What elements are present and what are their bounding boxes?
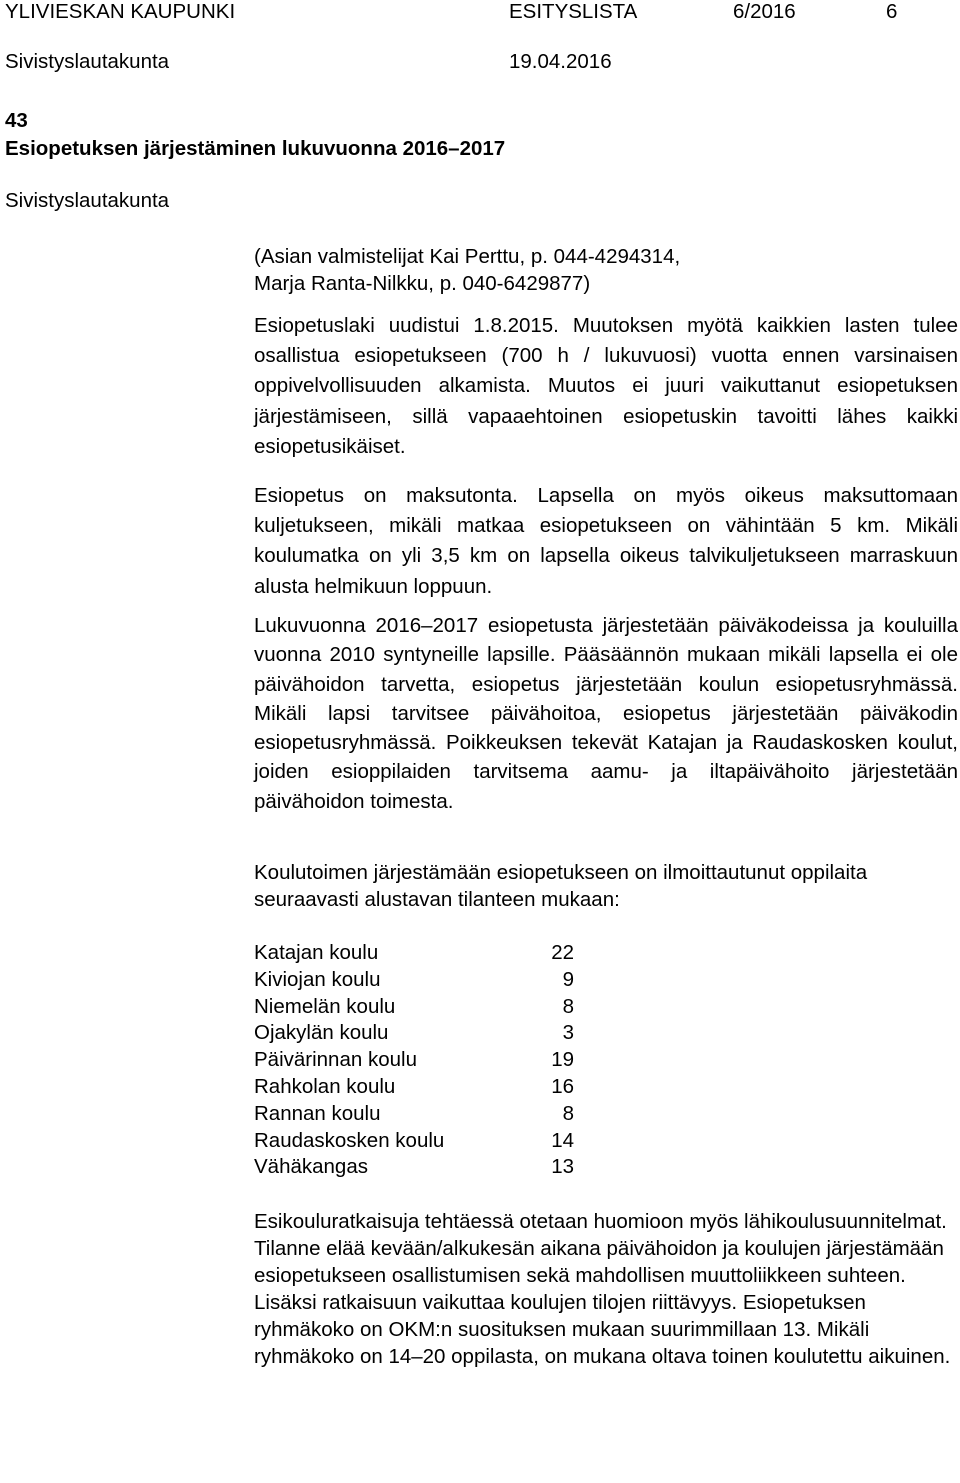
paragraph-considerations — [254, 1208, 960, 1370]
list-item — [254, 967, 594, 994]
paragraph-text: Esikouluratkaisuja tehtäessä otetaan huomioon myös lähikoulusuunnitelmat. Tilanne elää kevään/alkukesän aikana päivähoidon ja koulujen järjestämään esiopetukseen osallistumisen sekä mahdollisen muuttoliikkeen suhteen. Lisäksi ratkaisuun vaikuttaa koulujen tilojen riittävyys. Esiopetuksen ryhmäkoko on OKM:n suosituksen mukaan suurimmillaan 13. Mikäli ryhmäkoko on 14–20 oppilasta, on mukana oltava toinen koulutettu aikuinen. — [254, 1210, 951, 1368]
school-name: Kiviojan koulu — [254, 967, 381, 991]
list-item — [254, 1101, 594, 1128]
header-committee: Sivistyslautakunta — [5, 50, 170, 73]
paragraph-text: Esiopetuslaki uudistui 1.8.2015. Muutoksen myötä kaikkien lasten tulee osallistua esiopetukseen (700 h / lukuvuosi) vuotta ennen varsinaisen oppivelvollisuuden alkamista. Muutos ei juuri vaikuttanut esiopetuksen järjestämiseen, sillä vapaaehtoinen esiopetuskin tavoitti lähes kaikki esiopetusikäiset. — [254, 314, 958, 458]
list-item — [254, 1154, 594, 1181]
list-item — [254, 1047, 594, 1074]
paragraph-text: Esiopetus on maksutonta. Lapsella on myös oikeus maksuttomaan kuljetukseen, mikäli matkaa esiopetukseen on vähintään 5 km. Mikäli koulumatka on yli 3,5 km on lapsella oikeus talvikuljetukseen marraskuun alusta helmikuun loppuun. — [254, 484, 958, 598]
list-item — [254, 1020, 594, 1047]
school-name: Rannan koulu — [254, 1101, 381, 1125]
enrollment-intro-line-1: Koulutoimen järjestämään esiopetukseen on ilmoittautunut oppilaita — [254, 861, 868, 884]
header-doc-number: 6/2016 — [733, 0, 796, 23]
list-item — [254, 994, 594, 1021]
pupil-count: 8 — [562, 1101, 574, 1125]
school-name: Vähäkangas — [254, 1155, 368, 1179]
paragraph-arrangement — [254, 611, 958, 816]
item-title: Esiopetuksen järjestäminen lukuvuonna 2016–2017 — [5, 137, 506, 160]
pupil-count: 19 — [551, 1048, 574, 1072]
school-name: Rahkolan koulu — [254, 1074, 396, 1098]
list-item — [254, 1128, 594, 1155]
pupil-count: 16 — [551, 1074, 574, 1098]
school-name: Katajan koulu — [254, 941, 379, 964]
item-number: 43 — [5, 109, 28, 132]
pupil-count: 14 — [551, 1128, 574, 1152]
school-name: Raudaskosken koulu — [254, 1128, 445, 1152]
pupil-count: 13 — [551, 1155, 574, 1179]
pupil-count: 8 — [562, 994, 574, 1018]
school-name: Ojakylän koulu — [254, 1021, 389, 1045]
header-page-number: 6 — [886, 0, 898, 23]
item-committee: Sivistyslautakunta — [5, 189, 170, 212]
enrollment-intro-line-2: seuraavasti alustavan tilanteen mukaan: — [254, 888, 620, 911]
paragraph-text: Lukuvuonna 2016–2017 esiopetusta järjestetään päiväkodeissa ja kouluilla vuonna 2010 syntyneille lapsille. Pääsäännön mukaan mikäli lapsella ei ole päivähoidon tarvetta, esiopetus järjestetään koulun esiopetusryhmässä. Mikäli lapsi tarvitsee päivähoitoa, esiopetus järjestetään päiväkodin esiopetusryhmässä. Poikkeuksen tekevät Katajan ja Raudaskosken koulut, joiden esioppilaiden tarvitsema aamu- ja iltapäivähoito järjestetään päivähoidon toimesta. — [254, 614, 958, 813]
pupil-count: 22 — [551, 941, 574, 964]
pupil-count: 9 — [562, 967, 574, 991]
list-item — [254, 1074, 594, 1101]
header-org: YLIVIESKAN KAUPUNKI — [5, 0, 236, 23]
list-item — [254, 940, 594, 967]
school-name: Päivärinnan koulu — [254, 1048, 417, 1072]
preparers-line-2: Marja Ranta-Nilkku, p. 040-6429877) — [254, 272, 591, 295]
pupil-count: 3 — [562, 1021, 574, 1045]
enrollment-list — [254, 940, 594, 1181]
header-date: 19.04.2016 — [509, 50, 612, 73]
paragraph-law-reform — [254, 311, 958, 462]
preparers-line-1: (Asian valmistelijat Kai Perttu, p. 044-4294314, — [254, 245, 681, 268]
paragraph-fees-transport — [254, 481, 958, 602]
school-name: Niemelän koulu — [254, 994, 396, 1018]
header-doc-type: ESITYSLISTA — [509, 0, 638, 23]
